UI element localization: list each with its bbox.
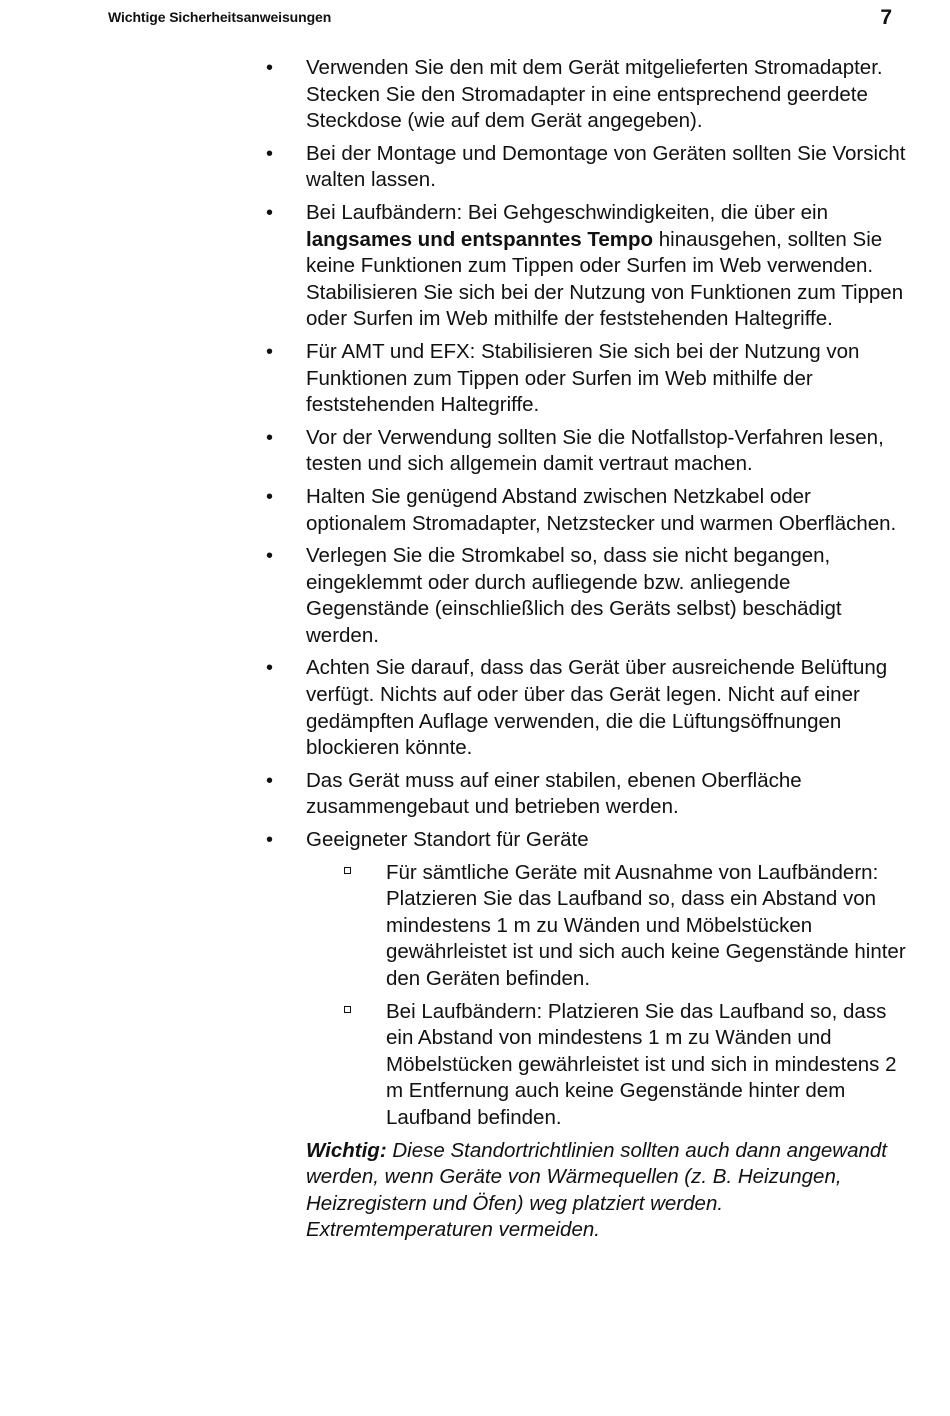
- list-item: [258, 425, 908, 478]
- list-item-text: Verwenden Sie den mit dem Gerät mitgelieferten Stromadapter. Stecken Sie den Stromadapter in eine entsprechend geerdete Steckdose (wie auf dem Gerät angegeben).: [306, 56, 883, 133]
- emphasis-text: langsames und entspanntes Tempo: [306, 227, 654, 251]
- safety-instructions-list: [258, 55, 908, 1132]
- list-item-text: Das Gerät muss auf einer stabilen, ebenen Oberfläche zusammengebaut und betrieben werden.: [306, 768, 802, 819]
- list-item-text: hinausgehen, sollten Sie keine Funktionen zum Tippen oder Surfen im Web verwenden. Stabilisieren Sie sich bei der Nutzung von Funktionen zum Tippen oder Surfen im Web mithilfe der feststehenden Haltegriffe.: [306, 227, 904, 331]
- list-item: [258, 768, 908, 821]
- list-item: [258, 55, 908, 135]
- list-item: [258, 339, 908, 419]
- running-header-title: Wichtige Sicherheitsanweisungen: [108, 9, 332, 25]
- page-header: [108, 6, 892, 30]
- page-content: [258, 55, 908, 1244]
- sub-list-item-text: Bei Laufbändern: Platzieren Sie das Laufband so, dass ein Abstand von mindestens 1 m zu Wänden und Möbelstücken gewährleistet ist und sich in mindestens 2 m Entfernung auch keine Gegenstände hinter dem Laufband befinden.: [386, 999, 897, 1129]
- list-item: [258, 200, 908, 333]
- list-item: [258, 141, 908, 194]
- list-item-text: Achten Sie darauf, dass das Gerät über ausreichende Belüftung verfügt. Nichts auf oder über das Gerät legen. Nicht auf einer gedämpften Auflage verwenden, die die Lüftungsöffnungen blockieren könnte.: [306, 656, 888, 760]
- note-label: Wichtig:: [306, 1138, 387, 1162]
- important-note: [306, 1138, 908, 1244]
- list-item: [258, 543, 908, 649]
- sub-list-item-text: Für sämtliche Geräte mit Ausnahme von Laufbändern: Platzieren Sie das Laufband so, dass ein Abstand von mindestens 1 m zu Wänden und Möbelstücken gewährleistet ist und sich auch keine Gegenstände hinter den Geräten befinden.: [386, 860, 906, 990]
- list-item-text: Halten Sie genügend Abstand zwischen Netzkabel oder optionalem Stromadapter, Netzstecker und warmen Oberflächen.: [306, 484, 897, 535]
- page-number: 7: [880, 6, 892, 29]
- sub-list-item: [306, 999, 908, 1132]
- list-item-text: Für AMT und EFX: Stabilisieren Sie sich bei der Nutzung von Funktionen zum Tippen oder Surfen im Web mithilfe der feststehenden Haltegriffe.: [306, 339, 860, 417]
- list-item-text: Bei Laufbändern: Bei Gehgeschwindigkeiten, die über ein: [306, 200, 828, 224]
- location-sub-list: [306, 860, 908, 1132]
- list-item: [258, 827, 908, 1132]
- sub-list-item: [306, 860, 908, 993]
- list-item: [258, 655, 908, 761]
- list-item: [258, 484, 908, 537]
- note-text: Diese Standortrichtlinien sollten auch dann angewandt werden, wenn Geräte von Wärmequellen (z. B. Heizungen, Heizregistern und Öfen) weg platziert werden. Extremtemperaturen vermeiden.: [306, 1138, 887, 1242]
- list-item-text: Geeigneter Standort für Geräte: [306, 828, 589, 852]
- list-item-text: Bei der Montage und Demontage von Geräten sollten Sie Vorsicht walten lassen.: [306, 141, 906, 192]
- list-item-text: Verlegen Sie die Stromkabel so, dass sie nicht begangen, eingeklemmt oder durch aufliegende bzw. anliegende Gegenstände (einschließlich des Geräts selbst) beschädigt werden.: [306, 544, 842, 647]
- list-item-text: Vor der Verwendung sollten Sie die Notfallstop-Verfahren lesen, testen und sich allgemein damit vertraut machen.: [306, 425, 884, 476]
